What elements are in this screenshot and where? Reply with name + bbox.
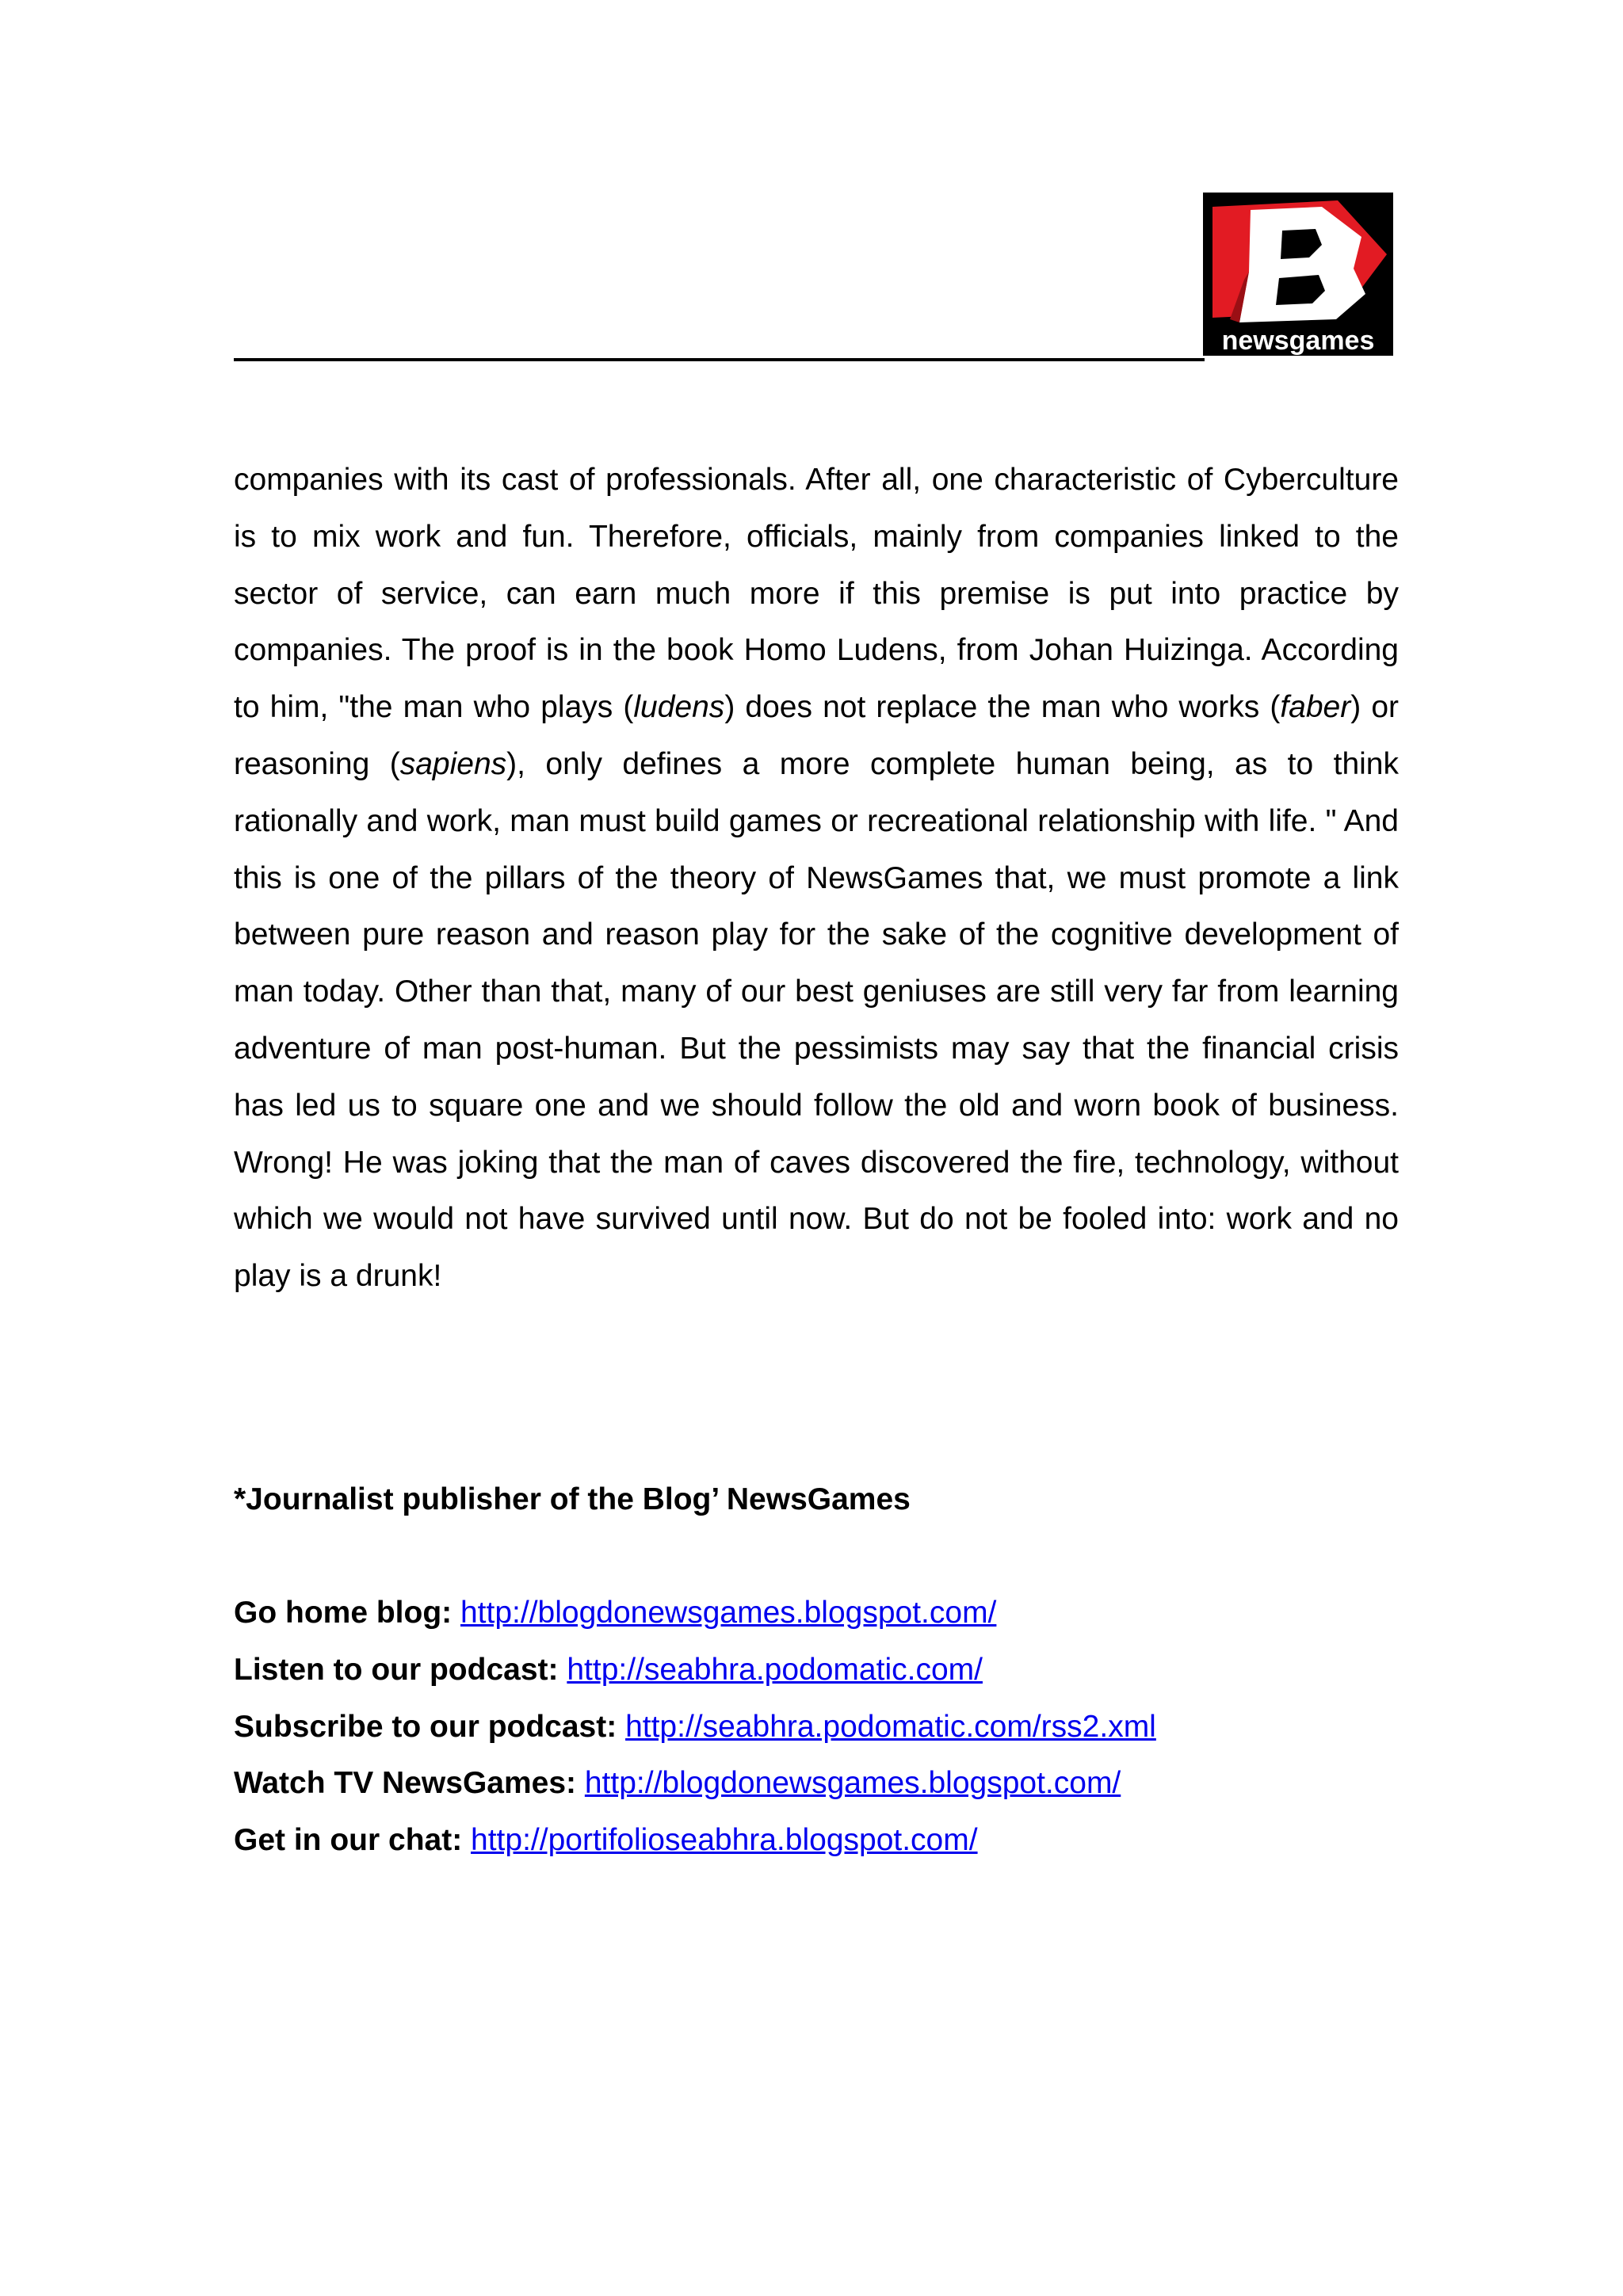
link-label: Get in our chat: — [234, 1823, 463, 1858]
home-blog-link[interactable]: http://blogdonewsgames.blogspot.com/ — [460, 1596, 997, 1630]
body-text-2: ) does not replace the man who works ( — [724, 690, 1281, 725]
link-item-subscribe-podcast — [234, 1699, 1156, 1756]
link-label: Go home blog: — [234, 1596, 453, 1630]
subscribe-podcast-link[interactable]: http://seabhra.podomatic.com/rss2.xml — [625, 1709, 1156, 1744]
newsgames-logo — [1203, 193, 1393, 356]
link-item-chat — [234, 1812, 1156, 1869]
article-body — [234, 452, 1399, 1305]
chat-link[interactable]: http://portifolioseabhra.blogspot.com/ — [471, 1823, 978, 1858]
watch-tv-link[interactable]: http://blogdonewsgames.blogspot.com/ — [584, 1766, 1121, 1801]
author-note: *Journalist publisher of the Blog’ NewsGames — [234, 1482, 911, 1516]
link-label: Watch TV NewsGames: — [234, 1766, 577, 1801]
body-text-3: ) or reasoning ( — [234, 690, 1400, 781]
body-italic-ludens: ludens — [633, 690, 725, 725]
body-text-4: ), only defines a more complete human being, as to think rationally and work, man must build games or recreational relationship with life. " And this is one of the pillars of the theory of NewsGames that, we must promote a link between pure reason and reason play for the sake of the cognitive development of man today. Other than that, many of our best geniuses are still very far from learning adventure of man post-human. But the pessimists may say that the financial crisis has led us to square one and we should follow the old and worn book of business. Wrong! He was joking that the man of caves discovered the fire, technology, without which we would not have survived until now. But do not be fooled into: work and no play is a drunk! — [234, 746, 1399, 1294]
links-list — [234, 1585, 1156, 1869]
link-item-listen-podcast — [234, 1642, 1156, 1699]
logo-wordmark: newsgames — [1221, 326, 1375, 356]
body-italic-faber: faber — [1280, 690, 1351, 725]
link-item-watch-tv — [234, 1755, 1156, 1812]
body-italic-sapiens: sapiens — [399, 746, 507, 781]
listen-podcast-link[interactable]: http://seabhra.podomatic.com/ — [567, 1652, 983, 1687]
body-text-1: companies with its cast of professionals. After all, one characteristic of Cyberculture is to mix work and fun. Therefore, officials, mainly from companies linked to the sector of service, can earn much more if this premise is put into practice by companies. The proof is in the book Homo Ludens, from Johan Huizinga. According to him, "the man who plays ( — [234, 463, 1399, 725]
link-item-home-blog — [234, 1585, 1156, 1642]
link-label: Listen to our podcast: — [234, 1652, 559, 1687]
header-rule — [234, 358, 1205, 361]
link-label: Subscribe to our podcast: — [234, 1709, 617, 1744]
